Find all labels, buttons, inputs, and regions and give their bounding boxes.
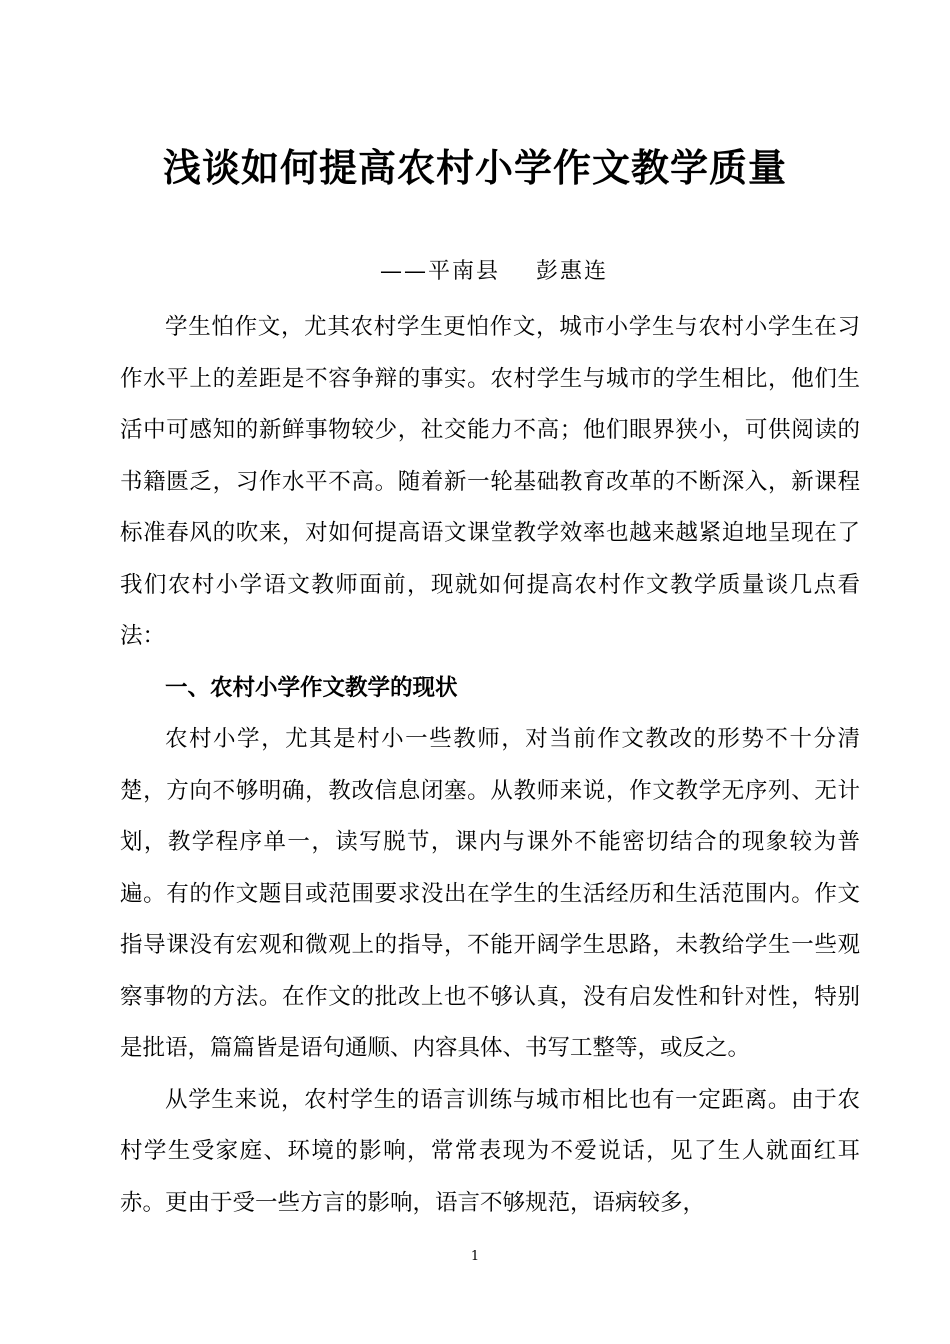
document-title: 浅谈如何提高农村小学作文教学质量 — [162, 145, 787, 190]
section-paragraph-2: 从学生来说，农村学生的语言训练与城市相比也有一定距离。由于农村学生受家庭、环境的影响，常常表现为不爱说话，见了生人就面红耳赤。更由于受一些方言的影响，语言不够规范，语病较多， — [120, 1086, 860, 1216]
document-body — [120, 302, 860, 1229]
section-heading: 一、农村小学作文教学的现状 — [165, 674, 458, 701]
section-paragraph-1: 农村小学，尤其是村小一些教师，对当前作文教改的形势不十分清楚，方向不够明确，教改信息闭塞。从教师来说，作文教学无序列、无计划，教学程序单一，读写脱节，课内与课外不能密切结合的现象较为普遍。有的作文题目或范围要求没出在学生的生活经历和生活范围内。作文指导课没有宏观和微观上的指导，不能开阔学生思路，未教给学生一些观察事物的方法。在作文的批改上也不够认真，没有启发性和针对性，特别是批语，篇篇皆是语句通顺、内容具体、书写工整等，或反之。 — [120, 726, 860, 1061]
page-number: 1 — [470, 1249, 480, 1264]
intro-paragraph: 学生怕作文，尤其农村学生更怕作文，城市小学生与农村小学生在习作水平上的差距是不容争辩的事实。农村学生与城市的学生相比，他们生活中可感知的新鲜事物较少，社交能力不高；他们眼界狭小，可供阅读的书籍匮乏，习作水平不高。随着新一轮基础教育改革的不断深入，新课程标准春风的吹来，对如何提高语文课堂教学效率也越来越紧迫地呈现在了我们农村小学语文教师面前，现就如何提高农村作文教学质量谈几点看法： — [120, 314, 860, 649]
author-line: ——平南县 彭惠连 — [380, 259, 608, 284]
